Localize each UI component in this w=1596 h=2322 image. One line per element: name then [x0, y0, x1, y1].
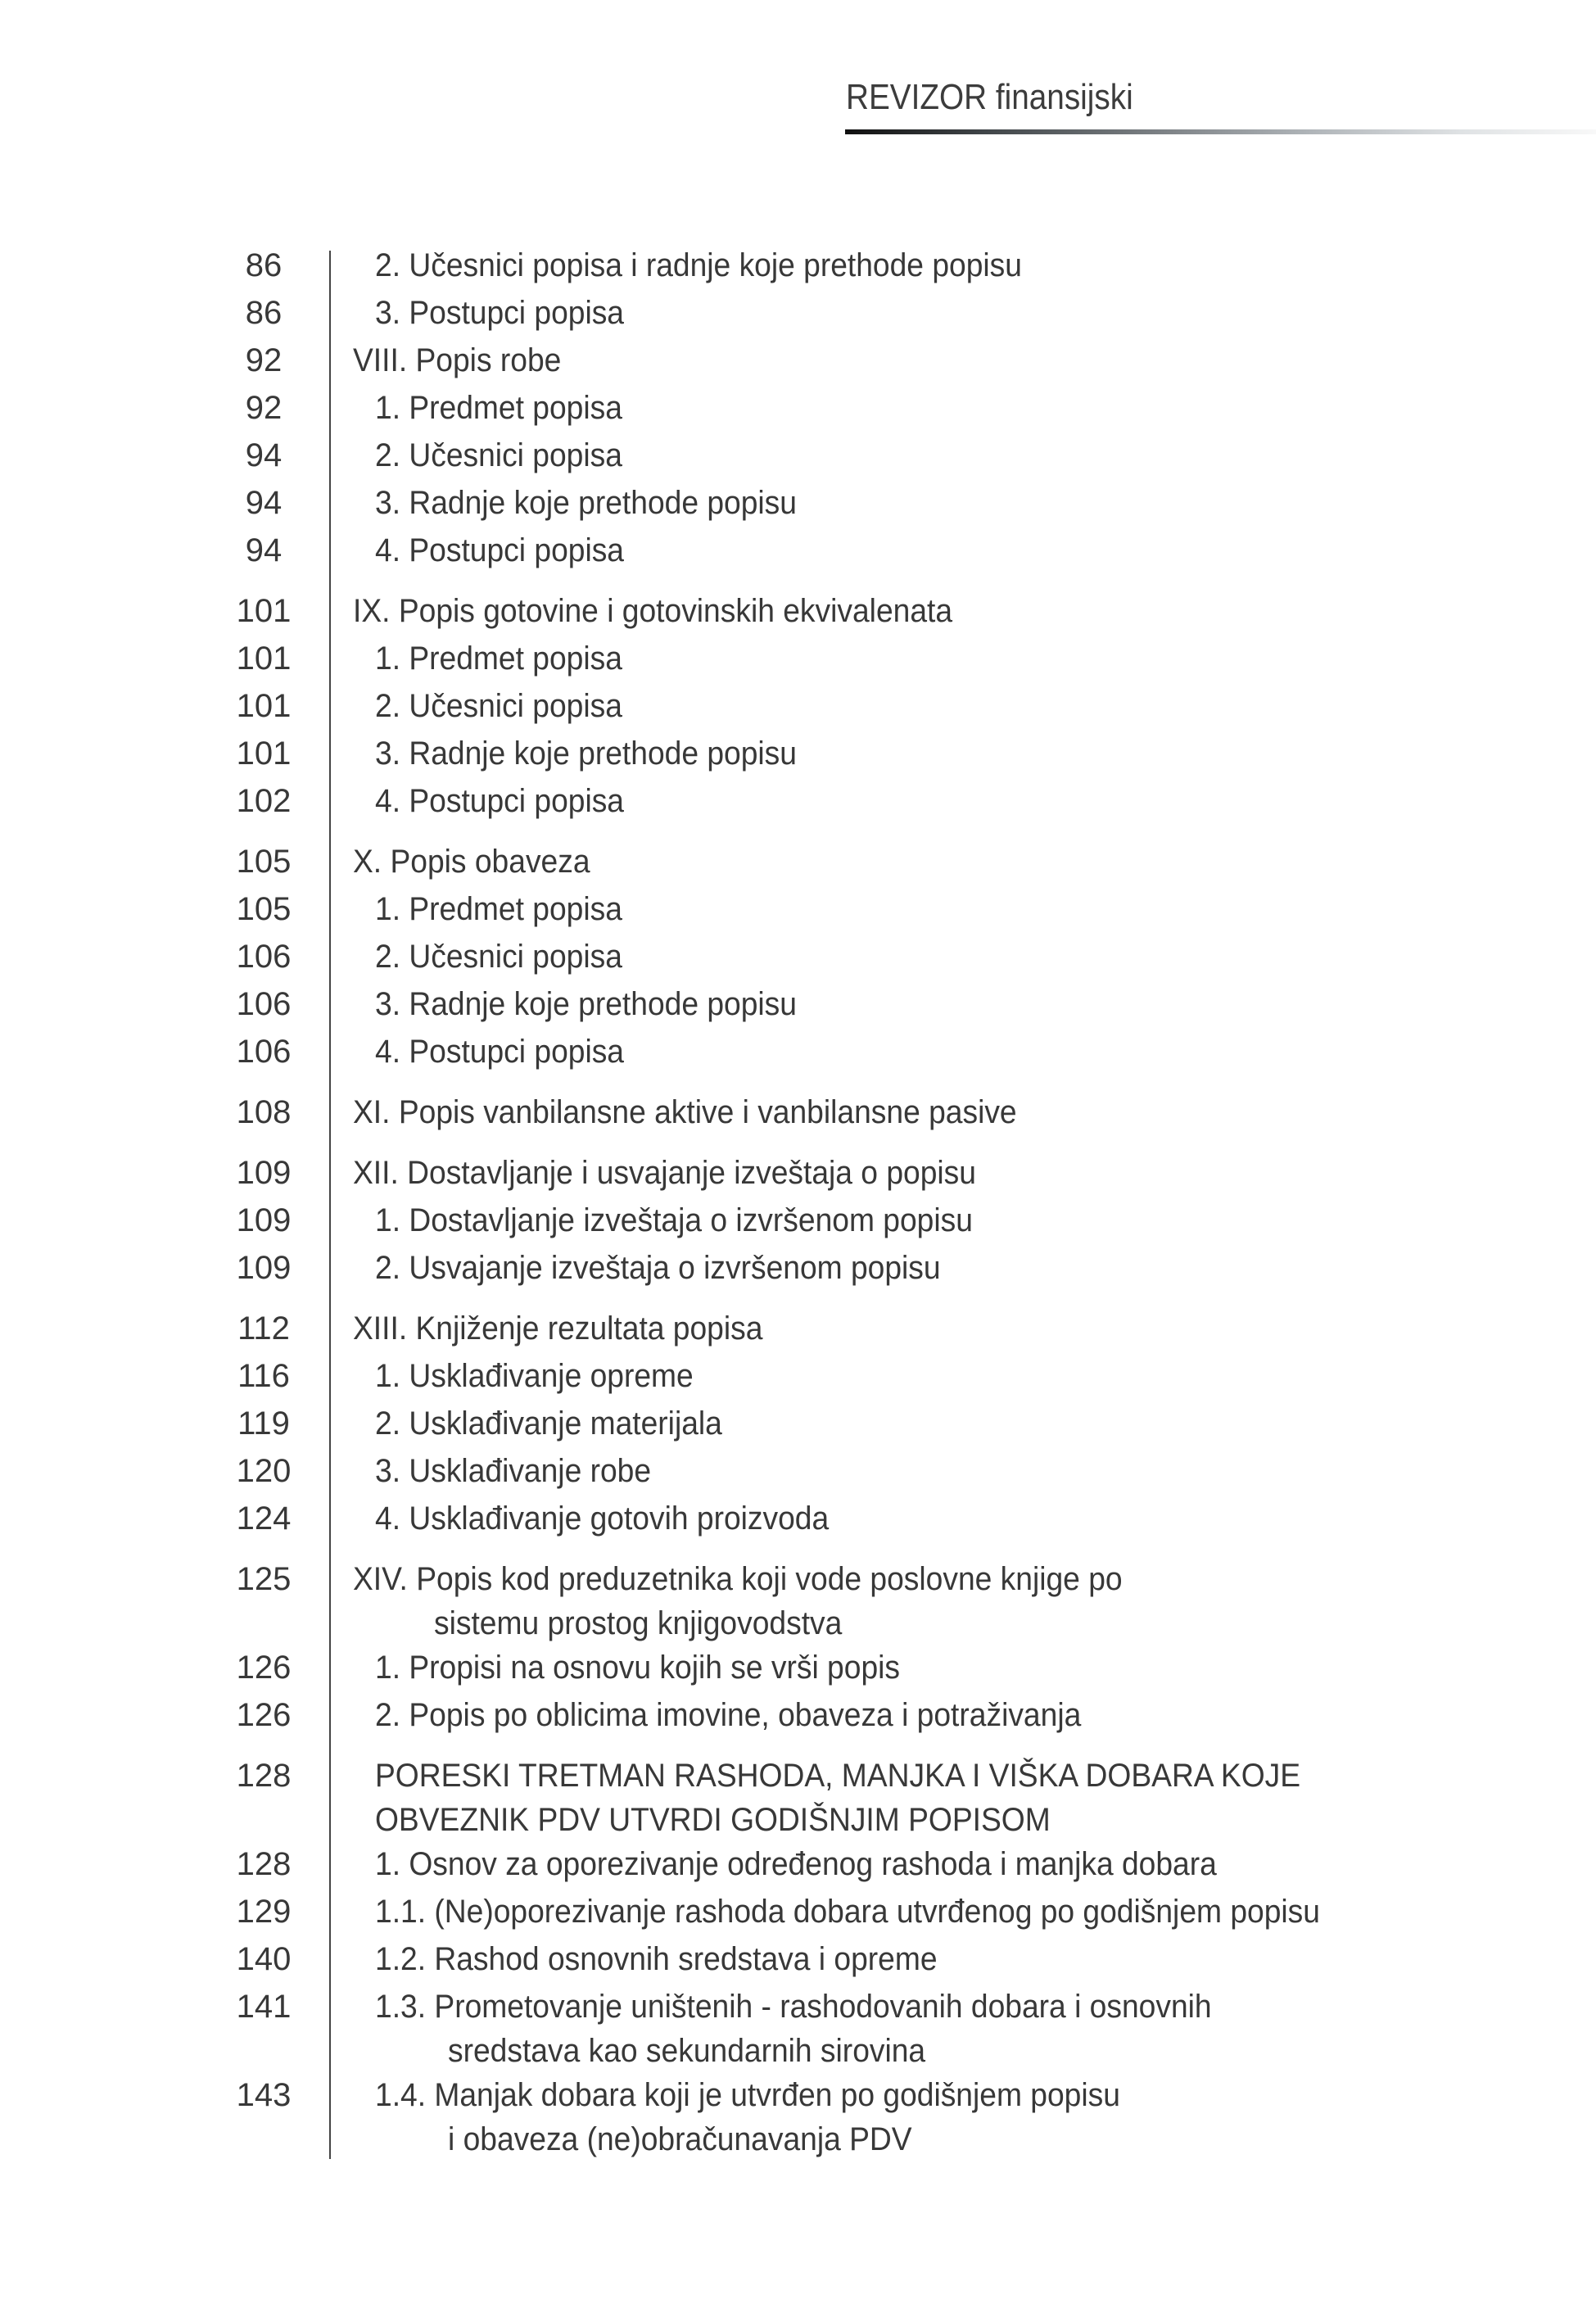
toc-entry-text: 1. Predmet popisa: [375, 390, 622, 426]
toc-entry: [332, 1305, 1596, 1352]
toc-entry-text: i obaveza (ne)obračunavanja PDV: [448, 2121, 912, 2157]
toc-row: [0, 242, 1596, 289]
toc-entry-line: [332, 289, 1596, 337]
toc-entry-line: [332, 337, 1596, 384]
toc-entry-text: 4. Postupci popisa: [375, 783, 624, 819]
toc-page-number: 86: [245, 295, 283, 331]
toc-page-number: 120: [236, 1453, 292, 1489]
toc-entry: [332, 1352, 1596, 1400]
toc-page-number: 92: [245, 342, 283, 378]
toc-entry: [332, 1028, 1596, 1075]
toc-entry-text: 3. Radnje koje prethode popisu: [375, 485, 797, 521]
toc-row: [0, 682, 1596, 730]
toc-entry: [332, 1400, 1596, 1447]
toc-page-number: 140: [236, 1941, 292, 1977]
toc-page-number: 101: [236, 736, 292, 772]
toc-row: [0, 289, 1596, 337]
toc-entry: [332, 730, 1596, 777]
toc-entry: [332, 2071, 1596, 2160]
toc-page-number: 105: [236, 844, 292, 880]
toc-entry-text: 3. Usklađivanje robe: [375, 1453, 652, 1489]
toc-entry: [332, 1555, 1596, 1644]
toc-entry: [332, 1197, 1596, 1244]
toc-entry: [332, 838, 1596, 885]
toc-entry-text: 3. Radnje koje prethode popisu: [375, 986, 797, 1022]
toc-entry-line: [332, 2071, 1596, 2119]
toc-entry-text: 3. Postupci popisa: [375, 295, 624, 331]
toc-row: [0, 635, 1596, 682]
toc-entry-line: [332, 1400, 1596, 1447]
toc-row: [0, 2071, 1596, 2160]
toc-entry: [332, 527, 1596, 574]
toc-row: [0, 1447, 1596, 1495]
toc-entry-text: 2. Usvajanje izveštaja o izvršenom popisu: [375, 1250, 941, 1286]
toc-entry-text: VIII. Popis robe: [353, 342, 562, 378]
toc-entry-line: [332, 1888, 1596, 1935]
toc-page-number: 101: [236, 688, 292, 724]
toc-entry-text: 1. Dostavljanje izveštaja o izvršenom popisu: [375, 1202, 973, 1238]
toc-entry-line: [332, 777, 1596, 825]
toc-row: [0, 1983, 1596, 2071]
toc-entry-line: [332, 432, 1596, 479]
toc-row: [0, 1691, 1596, 1739]
toc-row: [0, 1555, 1596, 1644]
toc-entry-line: [332, 1305, 1596, 1352]
toc-row: [0, 1028, 1596, 1075]
page-title: REVIZOR finansijski: [846, 77, 1133, 117]
toc-row: [0, 1644, 1596, 1691]
toc-entry: [332, 1149, 1596, 1197]
toc-page-number: 86: [245, 247, 283, 283]
toc-entry-text: OBVEZNIK PDV UTVRDI GODIŠNJIM POPISOM: [375, 1802, 1051, 1838]
toc-row: [0, 838, 1596, 885]
toc-entry-line: [332, 1752, 1596, 1799]
toc-row: [0, 479, 1596, 527]
toc-page-number: 102: [236, 783, 292, 819]
toc-page-number: 106: [236, 939, 292, 975]
toc-entry-line: [332, 1352, 1596, 1400]
toc-page-number: 101: [236, 593, 292, 629]
toc-entry-line: [332, 885, 1596, 933]
toc-entry-line: [332, 1197, 1596, 1244]
toc-entry: [332, 1888, 1596, 1935]
toc-entry-line: [332, 1983, 1596, 2030]
toc-page-number: 128: [236, 1758, 292, 1794]
toc-entry-text: 2. Učesnici popisa i radnje koje prethode popisu: [375, 247, 1022, 283]
toc-entry: [332, 289, 1596, 337]
toc-entry-text: sistemu prostog knjigovodstva: [434, 1605, 843, 1641]
toc-page-number: 92: [245, 390, 283, 426]
toc-entry: [332, 1691, 1596, 1739]
header-gradient-rule: [845, 129, 1596, 134]
toc-entry-line: [332, 1691, 1596, 1739]
toc-entry-line: [332, 1495, 1596, 1542]
toc-page-number: 119: [237, 1405, 290, 1442]
toc-entry: [332, 242, 1596, 289]
toc-page-number: 105: [236, 891, 292, 927]
toc-entry: [332, 1752, 1596, 1840]
toc-page-number: 141: [236, 1989, 292, 2025]
toc-page-number: 106: [236, 1034, 292, 1070]
toc-entry-text: XIV. Popis kod preduzetnika koji vode poslovne knjige po: [353, 1561, 1123, 1597]
toc-entry-line: [332, 730, 1596, 777]
toc-page-number: 129: [236, 1894, 292, 1930]
toc-entry-line: [332, 242, 1596, 289]
toc-page-number: 101: [236, 640, 292, 677]
toc-entry-text: XII. Dostavljanje i usvajanje izveštaja o popisu: [353, 1155, 976, 1191]
toc-entry: [332, 933, 1596, 980]
toc-entry-text: 4. Usklađivanje gotovih proizvoda: [375, 1500, 830, 1537]
toc-entry-text: PORESKI TRETMAN RASHODA, MANJKA I VIŠKA DOBARA KOJE: [375, 1758, 1301, 1794]
toc-row: [0, 432, 1596, 479]
toc-entry-line: [332, 933, 1596, 980]
toc-row: [0, 1089, 1596, 1136]
toc-entry-line: [332, 2030, 1596, 2071]
toc-entry-line: [332, 1840, 1596, 1888]
toc-page-number: 109: [236, 1202, 292, 1238]
toc-entry-text: 1.1. (Ne)oporezivanje rashoda dobara utvrđenog po godišnjem popisu: [375, 1894, 1320, 1930]
toc-entry-line: [332, 1644, 1596, 1691]
toc-entry-line: [332, 980, 1596, 1028]
toc-entry-text: sredstava kao sekundarnih sirovina: [448, 2033, 926, 2069]
toc-entry-line: [332, 384, 1596, 432]
toc-page-number: 125: [236, 1561, 292, 1597]
toc-entry-line: [332, 838, 1596, 885]
toc-page-number: 112: [237, 1310, 290, 1347]
toc-row: [0, 1840, 1596, 1888]
toc-entry-text: 2. Učesnici popisa: [375, 688, 622, 724]
toc-row: [0, 980, 1596, 1028]
toc-entry-line: [332, 1244, 1596, 1292]
toc-entry: [332, 1983, 1596, 2071]
toc-page-number: 94: [245, 437, 283, 473]
toc-entry-text: 2. Usklađivanje materijala: [375, 1405, 722, 1442]
toc-entry: [332, 1089, 1596, 1136]
toc-page-number: 124: [236, 1500, 292, 1537]
toc-row: [0, 1149, 1596, 1197]
toc-entry-text: 1.3. Prometovanje uništenih - rashodovanih dobara i osnovnih: [375, 1989, 1212, 2025]
toc-page-number: 94: [245, 485, 283, 521]
toc-entry: [332, 1644, 1596, 1691]
toc-page-number: 128: [236, 1846, 292, 1882]
toc-row: [0, 777, 1596, 825]
toc-entry: [332, 1495, 1596, 1542]
toc-entry: [332, 384, 1596, 432]
toc-entry-text: 3. Radnje koje prethode popisu: [375, 736, 797, 772]
toc-entry-text: XI. Popis vanbilansne aktive i vanbilansne pasive: [353, 1094, 1017, 1130]
toc-page-number: 126: [236, 1650, 292, 1686]
toc-row: [0, 1495, 1596, 1542]
toc-row: [0, 1400, 1596, 1447]
toc-entry-line: [332, 527, 1596, 574]
toc-row: [0, 384, 1596, 432]
toc-entry-line: [332, 1447, 1596, 1495]
toc-row: [0, 1888, 1596, 1935]
toc-entry: [332, 432, 1596, 479]
toc-entry: [332, 777, 1596, 825]
toc-row: [0, 730, 1596, 777]
toc-row: [0, 885, 1596, 933]
toc-entry-line: [332, 1149, 1596, 1197]
toc-page-number: 126: [236, 1697, 292, 1733]
toc-entry: [332, 885, 1596, 933]
toc-entry-line: [332, 1799, 1596, 1840]
toc-entry-text: XIII. Knjiženje rezultata popisa: [353, 1310, 763, 1347]
toc-row: [0, 337, 1596, 384]
toc-entry-line: [332, 682, 1596, 730]
toc-entry-line: [332, 1603, 1596, 1644]
toc-entry: [332, 1840, 1596, 1888]
toc-entry-line: [332, 587, 1596, 635]
toc-entry-line: [332, 635, 1596, 682]
toc-entry: [332, 337, 1596, 384]
toc-page-number: 108: [236, 1094, 292, 1130]
toc-entry: [332, 635, 1596, 682]
toc-entry-line: [332, 479, 1596, 527]
toc-page-number: 109: [236, 1155, 292, 1191]
toc-entry-text: 4. Postupci popisa: [375, 532, 624, 568]
toc-row: [0, 587, 1596, 635]
toc-entry: [332, 682, 1596, 730]
toc-entry-text: IX. Popis gotovine i gotovinskih ekvivalenata: [353, 593, 953, 629]
toc-entry-text: 1. Predmet popisa: [375, 640, 622, 677]
toc-entry: [332, 1244, 1596, 1292]
toc-entry-line: [332, 1935, 1596, 1983]
toc-entry-text: 1. Usklađivanje opreme: [375, 1358, 694, 1394]
toc-entry-text: 4. Postupci popisa: [375, 1034, 624, 1070]
toc-entry-text: 1.4. Manjak dobara koji je utvrđen po godišnjem popisu: [375, 2077, 1120, 2113]
toc-page-number: 94: [245, 532, 283, 568]
toc-row: [0, 1752, 1596, 1840]
toc-row: [0, 527, 1596, 574]
toc-list: [0, 242, 1596, 2160]
toc-entry-text: X. Popis obaveza: [353, 844, 590, 880]
toc-entry-line: [332, 1555, 1596, 1603]
toc-entry: [332, 587, 1596, 635]
toc-entry-line: [332, 1089, 1596, 1136]
toc-entry-text: 2. Učesnici popisa: [375, 437, 622, 473]
toc-page-number: 109: [236, 1250, 292, 1286]
toc-page-number: 143: [236, 2077, 292, 2113]
toc-entry-line: [332, 1028, 1596, 1075]
toc-row: [0, 1197, 1596, 1244]
toc-row: [0, 1305, 1596, 1352]
toc-entry-text: 1. Predmet popisa: [375, 891, 622, 927]
toc-entry-text: 1.2. Rashod osnovnih sredstava i opreme: [375, 1941, 938, 1977]
toc-entry: [332, 1935, 1596, 1983]
toc-entry-text: 2. Učesnici popisa: [375, 939, 622, 975]
toc-row: [0, 1352, 1596, 1400]
toc-row: [0, 1935, 1596, 1983]
toc-entry: [332, 980, 1596, 1028]
toc-row: [0, 933, 1596, 980]
toc-entry-text: 1. Osnov za oporezivanje određenog rashoda i manjka dobara: [375, 1846, 1217, 1882]
toc-entry-text: 2. Popis po oblicima imovine, obaveza i potraživanja: [375, 1697, 1082, 1733]
toc-entry-line: [332, 2119, 1596, 2160]
toc-row: [0, 1244, 1596, 1292]
toc-page-number: 106: [236, 986, 292, 1022]
toc-page-number: 116: [237, 1358, 290, 1394]
toc-entry-text: 1. Propisi na osnovu kojih se vrši popis: [375, 1650, 901, 1686]
toc-entry: [332, 479, 1596, 527]
toc-entry: [332, 1447, 1596, 1495]
